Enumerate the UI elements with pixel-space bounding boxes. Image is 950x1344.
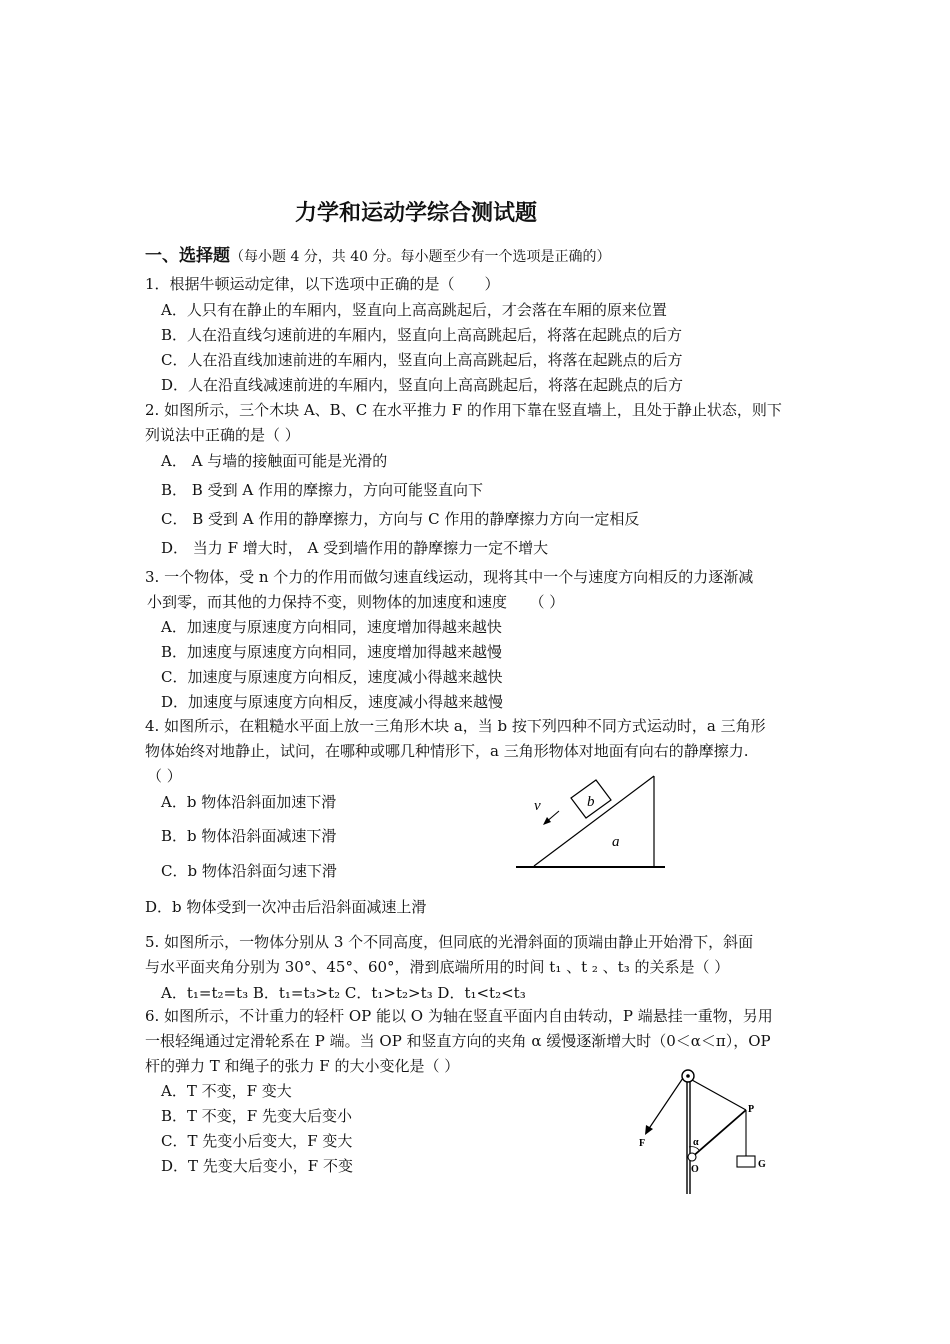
q4-option-c: C．b 物体沿斜面匀速下滑 <box>161 862 337 880</box>
q6-stem-line3: 杆的弹力 T 和绳子的张力 F 的大小变化是（ ） <box>145 1057 460 1075</box>
label-alpha: α <box>693 1137 699 1148</box>
q3-option-b: B．加速度与原速度方向相同，速度增加得越来越慢 <box>161 643 503 661</box>
page-title: 力学和运动学综合测试题 <box>294 201 537 226</box>
pivot-o <box>688 1153 696 1161</box>
force-arrowhead <box>645 1125 653 1135</box>
label-f: F <box>639 1138 646 1149</box>
q3-stem-line2: 小到零，而其他的力保持不变，则物体的加速度和速度 （ ） <box>147 593 565 611</box>
q1-option-c: C．人在沿直线加速前进的车厢内，竖直向上高高跳起后，将落在起跳点的后方 <box>161 351 683 369</box>
section-note: （每小题 4 分，共 40 分。每小题至少有一个选项是正确的） <box>230 249 611 265</box>
q6-option-a: A．T 不变，F 变大 <box>161 1082 292 1100</box>
incline-block-figure <box>510 770 675 875</box>
q5-options: A．t₁=t₂=t₃ B．t₁=t₃>t₂ C．t₁>t₂>t₃ D．t₁<t₂<t₃ <box>161 984 526 1002</box>
q3-option-d: D．加速度与原速度方向相反，速度减小得越来越慢 <box>161 693 504 711</box>
q6-option-d: D．T 先变大后变小，F 不变 <box>161 1157 353 1175</box>
q4-option-b: B．b 物体沿斜面减速下滑 <box>161 827 337 845</box>
q1-stem: 1．根据牛顿运动定律，以下选项中正确的是（ ） <box>145 275 500 293</box>
q3-option-a: A．加速度与原速度方向相同，速度增加得越来越快 <box>161 618 502 636</box>
q2-option-b: B． B 受到 A 作用的摩擦力，方向可能竖直向下 <box>161 481 483 499</box>
rope-pulled <box>648 1078 683 1130</box>
q4-stem-line3: （ ） <box>147 767 182 785</box>
q2-stem-line2: 列说法中正确的是（ ） <box>145 426 300 444</box>
q1-option-d: D．人在沿直线减速前进的车厢内，竖直向上高高跳起后，将落在起跳点的后方 <box>161 376 684 394</box>
rope-to-p <box>692 1080 746 1110</box>
q2-option-d: D． 当力 F 增大时， A 受到墙作用的静摩擦力一定不增大 <box>161 539 549 557</box>
q4-option-d: D．b 物体受到一次冲击后沿斜面减速上滑 <box>145 898 427 916</box>
pulley-axle <box>686 1074 690 1078</box>
pulley-rod-figure <box>630 1062 780 1198</box>
q4-stem-line1: 4. 如图所示，在粗糙水平面上放一三角形木块 a，当 b 按下列四种不同方式运动时，a 三角形 <box>145 717 766 735</box>
label-a: a <box>612 834 620 850</box>
q6-stem-line1: 6. 如图所示，不计重力的轻杆 OP 能以 O 为轴在竖直平面内自由转动，P 端悬挂一重物，另用 <box>145 1007 773 1025</box>
q6-option-c: C．T 先变小后变大，F 变大 <box>161 1132 353 1150</box>
label-b: b <box>587 794 595 810</box>
q3-option-c: C．加速度与原速度方向相反，速度减小得越来越快 <box>161 668 503 686</box>
q6-stem-line2: 一根轻绳通过定滑轮系在 P 端。当 OP 和竖直方向的夹角 α 缓慢逐渐增大时（0＜α＜π），OP <box>145 1032 771 1050</box>
q5-stem-line1: 5. 如图所示，一物体分别从 3 个不同高度，但同底的光滑斜面的顶端由静止开始滑下，斜面 <box>145 933 754 951</box>
q4-stem-line2: 物体始终对地静止，试问，在哪种或哪几种情形下，a 三角形物体对地面有向右的静摩擦力. <box>145 742 749 760</box>
rod-op <box>691 1110 746 1158</box>
label-v: v <box>534 798 541 814</box>
q2-stem-line1: 2. 如图所示，三个木块 A、B、C 在水平推力 F 的作用下靠在竖直墙上，且处于静止状态，则下 <box>145 401 782 419</box>
q6-option-b: B．T 不变，F 先变大后变小 <box>161 1107 352 1125</box>
q2-option-c: C． B 受到 A 作用的静摩擦力，方向与 C 作用的静摩擦力方向一定相反 <box>161 510 640 528</box>
q3-stem-line1: 3. 一个物体，受 n 个力的作用而做匀速直线运动，现将其中一个与速度方向相反的力逐渐减 <box>145 568 754 586</box>
label-g: G <box>758 1159 766 1170</box>
q5-stem-line2: 与水平面夹角分别为 30°、45°、60°，滑到底端所用的时间 t₁ 、t ₂ 、t₃ 的关系是（ ） <box>145 958 730 976</box>
q2-option-a: A． A 与墙的接触面可能是光滑的 <box>161 452 388 470</box>
q4-option-a: A．b 物体沿斜面加速下滑 <box>161 793 337 811</box>
q1-option-a: A．人只有在静止的车厢内，竖直向上高高跳起后，才会落在车厢的原来位置 <box>161 301 667 319</box>
weight-g <box>737 1156 755 1167</box>
label-p: P <box>748 1104 755 1115</box>
section-heading: 一、选择题 <box>145 246 230 266</box>
label-o: O <box>691 1164 699 1175</box>
q1-option-b: B．人在沿直线匀速前进的车厢内，竖直向上高高跳起后，将落在起跳点的后方 <box>161 326 683 344</box>
section-header <box>145 246 611 267</box>
